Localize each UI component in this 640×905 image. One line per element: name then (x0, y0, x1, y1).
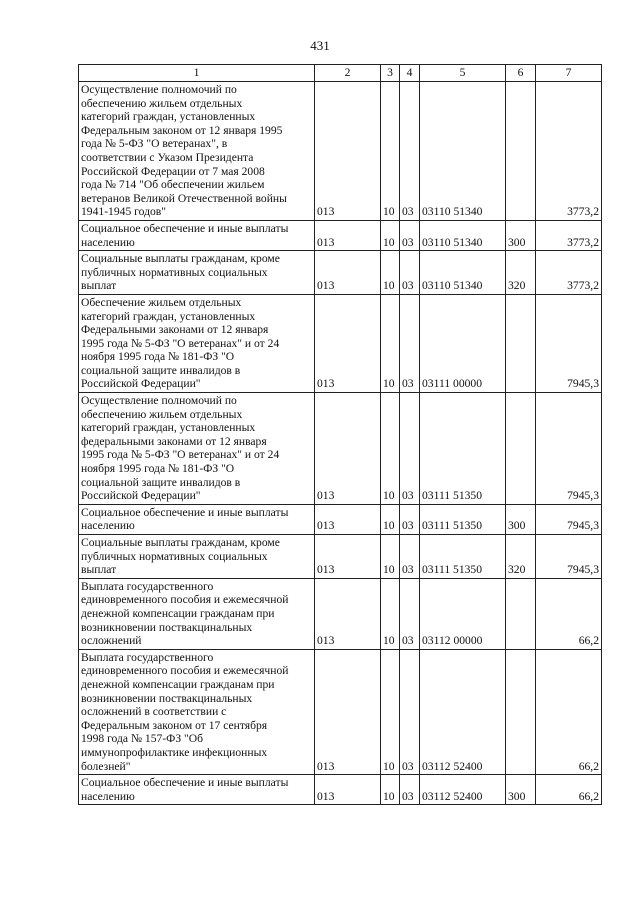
ministry-code-cell: 013 (315, 578, 381, 649)
ministry-code-cell: 013 (315, 82, 381, 221)
table-row (79, 294, 602, 392)
row-name-cell: Обеспечение жильем отдельных категорий граждан, установленных Федеральными законами от 12 января 1995 года № 5-ФЗ "О ветеранах" и от 24 ноября 1995 года № 181-ФЗ "О социальной защите инвалидов в Российской Федерации" (79, 294, 315, 392)
row-name-cell: Социальное обеспечение и иные выплаты населению (79, 775, 315, 805)
header-cell: 1 (79, 65, 315, 82)
subsection-code-cell: 03 (400, 649, 420, 774)
table-row (79, 649, 602, 774)
amount-cell: 7945,3 (536, 393, 602, 505)
header-cell: 2 (315, 65, 381, 82)
section-code-cell: 10 (381, 775, 400, 805)
section-code-cell: 10 (381, 504, 400, 534)
table-row (79, 535, 602, 579)
row-name-cell: Социальное обеспечение и иные выплаты населению (79, 220, 315, 250)
header-cell: 4 (400, 65, 420, 82)
section-code-cell: 10 (381, 649, 400, 774)
target-article-cell: 03110 51340 (420, 82, 506, 221)
table-row (79, 504, 602, 534)
ministry-code-cell: 013 (315, 649, 381, 774)
amount-cell: 66,2 (536, 578, 602, 649)
table-row (79, 775, 602, 805)
page-number: 431 (310, 38, 330, 53)
subsection-code-cell: 03 (400, 535, 420, 579)
table-row (79, 393, 602, 505)
target-article-cell: 03111 00000 (420, 294, 506, 392)
ministry-code-cell: 013 (315, 504, 381, 534)
section-code-cell: 10 (381, 294, 400, 392)
subsection-code-cell: 03 (400, 775, 420, 805)
ministry-code-cell: 013 (315, 220, 381, 250)
table-row (79, 82, 602, 221)
row-name-cell: Социальное обеспечение и иные выплаты населению (79, 504, 315, 534)
expense-type-cell (506, 393, 536, 505)
subsection-code-cell: 03 (400, 251, 420, 295)
row-name-cell: Социальные выплаты гражданам, кроме публичных нормативных социальных выплат (79, 535, 315, 579)
subsection-code-cell: 03 (400, 294, 420, 392)
subsection-code-cell: 03 (400, 82, 420, 221)
expense-type-cell (506, 578, 536, 649)
amount-cell: 66,2 (536, 649, 602, 774)
amount-cell: 66,2 (536, 775, 602, 805)
section-code-cell: 10 (381, 393, 400, 505)
expense-type-cell: 320 (506, 251, 536, 295)
amount-cell: 7945,3 (536, 504, 602, 534)
row-name-cell: Выплата государственного единовременного пособия и ежемесячной денежной компенсации гражданам при возникновении поствакцинальных осложнений (79, 578, 315, 649)
ministry-code-cell: 013 (315, 294, 381, 392)
ministry-code-cell: 013 (315, 393, 381, 505)
section-code-cell: 10 (381, 220, 400, 250)
target-article-cell: 03111 51350 (420, 393, 506, 505)
header-cell: 3 (381, 65, 400, 82)
expense-type-cell: 300 (506, 220, 536, 250)
target-article-cell: 03112 52400 (420, 649, 506, 774)
subsection-code-cell: 03 (400, 504, 420, 534)
target-article-cell: 03112 52400 (420, 775, 506, 805)
section-code-cell: 10 (381, 578, 400, 649)
ministry-code-cell: 013 (315, 775, 381, 805)
expense-type-cell (506, 82, 536, 221)
target-article-cell: 03110 51340 (420, 251, 506, 295)
amount-cell: 3773,2 (536, 220, 602, 250)
subsection-code-cell: 03 (400, 578, 420, 649)
expense-type-cell: 300 (506, 775, 536, 805)
header-cell: 7 (536, 65, 602, 82)
amount-cell: 7945,3 (536, 294, 602, 392)
expense-type-cell (506, 294, 536, 392)
target-article-cell: 03110 51340 (420, 220, 506, 250)
row-name-cell: Осуществление полномочий по обеспечению жильем отдельных категорий граждан, установленных федеральными законами от 12 января 1995 года № 5-ФЗ "О ветеранах" и от 24 ноября 1995 года № 181-ФЗ "О социальной защите инвалидов в Российской Федерации" (79, 393, 315, 505)
table-row (79, 251, 602, 295)
subsection-code-cell: 03 (400, 220, 420, 250)
row-name-cell: Выплата государственного единовременного пособия и ежемесячной денежной компенсации гражданам при возникновении поствакцинальных осложнений в соответствии с Федеральным законом от 17 сентября 1998 года № 157-ФЗ "Об иммунопрофилактике инфекционных болезней" (79, 649, 315, 774)
ministry-code-cell: 013 (315, 535, 381, 579)
header-cell: 6 (506, 65, 536, 82)
amount-cell: 3773,2 (536, 82, 602, 221)
section-code-cell: 10 (381, 535, 400, 579)
budget-table (78, 64, 602, 805)
row-name-cell: Социальные выплаты гражданам, кроме публичных нормативных социальных выплат (79, 251, 315, 295)
target-article-cell: 03111 51350 (420, 504, 506, 534)
amount-cell: 7945,3 (536, 535, 602, 579)
section-code-cell: 10 (381, 251, 400, 295)
target-article-cell: 03112 00000 (420, 578, 506, 649)
ministry-code-cell: 013 (315, 251, 381, 295)
target-article-cell: 03111 51350 (420, 535, 506, 579)
table-row (79, 220, 602, 250)
header-cell: 5 (420, 65, 506, 82)
expense-type-cell: 320 (506, 535, 536, 579)
section-code-cell: 10 (381, 82, 400, 221)
expense-type-cell: 300 (506, 504, 536, 534)
amount-cell: 3773,2 (536, 251, 602, 295)
expense-type-cell (506, 649, 536, 774)
table-header-row (79, 65, 602, 82)
subsection-code-cell: 03 (400, 393, 420, 505)
row-name-cell: Осуществление полномочий по обеспечению жильем отдельных категорий граждан, установленных Федеральным законом от 12 января 1995 года № 5-ФЗ "О ветеранах", в соответствии с Указом Президента Российской Федерации от 7 мая 2008 года № 714 "Об обеспечении жильем ветеранов Великой Отечественной войны 1941-1945 годов" (79, 82, 315, 221)
table-row (79, 578, 602, 649)
